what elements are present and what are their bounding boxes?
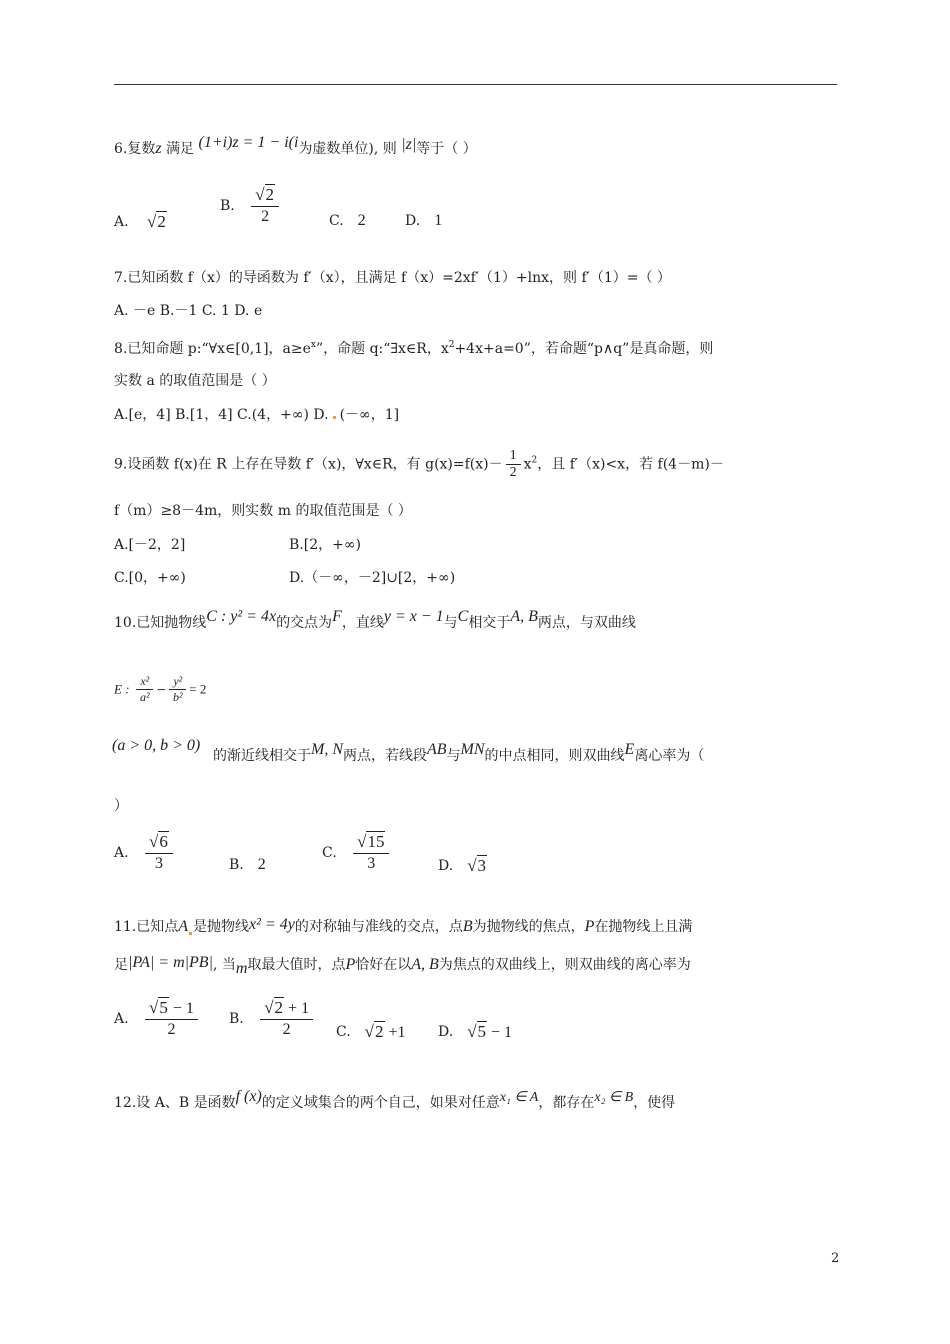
q11-option-d[interactable]: D. √5 − 1 [438,1022,513,1041]
q11-option-b[interactable]: B. $\frac{√2 + 1}{2}$ [229,998,316,1040]
q10-stem-line2: (a > 0, b > 0) [112,737,201,754]
fraction: $\frac{√2}{2}$ [251,185,279,227]
fraction: $\frac{1}{2}$ [506,448,521,481]
q8-stem-line1: 8.已知命题 p:“∀x∈[0,1]，$a\ge e^x$”，命题 q:“∃x∈R，$x^2+4x+a=0$”，若命题“p∧q”是真命题，则 [114,340,714,357]
q6-option-c[interactable]: C. 2 [329,212,366,229]
q6-option-b[interactable]: B. $\frac{√2}{2}$ [220,185,282,227]
dot-mark [333,416,336,419]
q8-stem-line2: 实数 a 的取值范围是（ ） [114,373,276,389]
q10-option-b[interactable]: B. 2 [229,856,266,873]
q6-option-a[interactable]: A. √2 [114,212,166,231]
page-number: 2 [831,1251,840,1266]
q11-option-a[interactable]: A. $\frac{√5 - 1}{2}$ [114,998,201,1040]
q10-option-a[interactable]: A. $\frac{√6}{3}$ [114,832,176,874]
q9-option-c[interactable]: C.[0，+∞) [114,570,186,586]
q10-stem-line3: 的渐近线相交于M, N两点，若线段AB与MN的中点相同，则双曲线E离心率为（ [213,741,705,764]
q11-option-c[interactable]: C. √2 +1 [336,1022,406,1041]
q9-stem-line2: f（m）≥8－4m，则实数 m 的取值范围是（ ） [114,503,412,519]
q7-options[interactable]: A. －e B.－1 C. 1 D. e [114,303,263,319]
q10-stem-line1: 10.已知抛物线C : y² = 4x的交点为F，直线y = x − 1与C相交于A, B两点，与双曲线 [114,608,636,631]
q9-stem-line1: 9.设函数 f(x)在 R 上存在导数 f′（x)，∀x∈R，有 g(x)=f(x)－ $\frac{1}{2}$ $x^2$，且 f′（x)<x，若 f(4－m)－ [114,448,724,480]
q9-option-a[interactable]: A.[－2，2] [114,537,186,553]
q10-option-d[interactable]: D. √3 [438,856,487,875]
q6-option-d[interactable]: D. 1 [405,212,443,229]
q7-stem: 7.已知函数 f（x）的导函数为 f′（x），且满足 f（x）=2xf′（1）+lnx，则 f′（1）=（ ） [114,270,671,286]
q11-stem-line1: 11.已知点A 是抛物线x² = 4y的对称轴与准线的交点，点B为抛物线的焦点，P在抛物线上且满 [114,916,693,935]
q10-option-c[interactable]: C. $\frac{√15}{3}$ [322,832,392,874]
dot-mark [189,932,192,935]
q10-hyperbola-equation: E : $\frac{\text{x²}}{\text{a²}}$ − $\frac{\text{y²}}{\text{b²}}$ = 2 [114,674,207,704]
header-rule [114,84,837,85]
q8-options[interactable]: A.[e，4] B.[1，4] C.(4，+∞) D. (－∞，1] [114,407,400,423]
q11-stem-line2: 足|PA| = m|PB|, 当m取最大值时，点P恰好在以A, B为焦点的双曲线上，则双曲线的离心率为 [114,954,691,977]
q6-stem: 6.复数z 满足 (1+i)z = 1 − i(i为虚数单位), 则 |z|等于（ ） [114,134,477,157]
q9-option-b[interactable]: B.[2，+∞) [289,537,361,553]
sqrt-symbol: √2 [147,212,166,231]
q9-option-d[interactable]: D.（－∞，－2]∪[2，+∞) [289,570,456,586]
q10-close-paren: ） [114,798,128,814]
q12-stem: 12.设 A、B 是函数f (x)的定义域集合的两个自己，如果对任意x₁ ∈ A，都存在x₂ ∈ B，使得 [114,1088,676,1111]
